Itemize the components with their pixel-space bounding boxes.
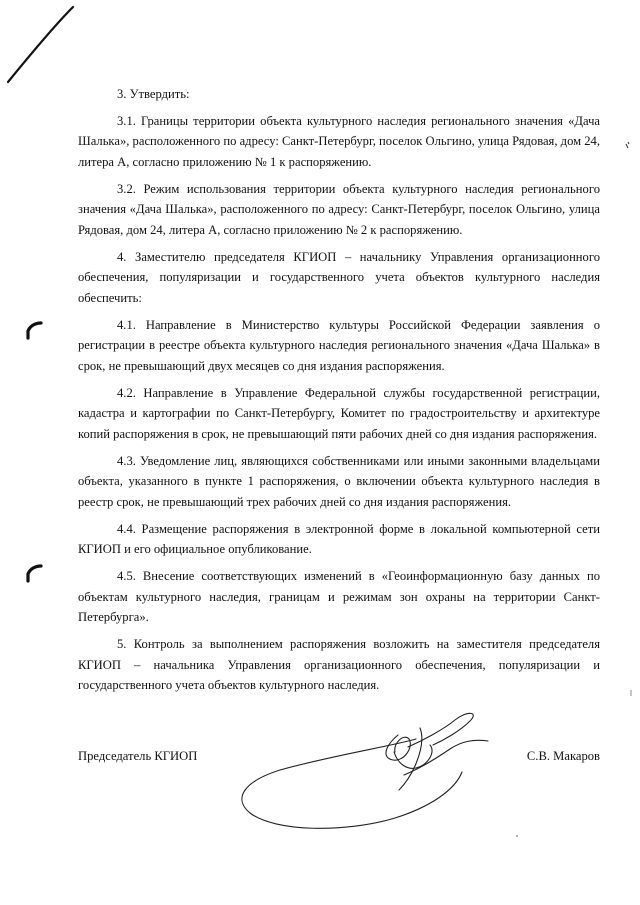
signatory-position: Председатель КГИОП (78, 749, 198, 763)
corner-slash-mark (8, 7, 73, 82)
paragraph-5: 5. Контроль за выполнением распоряжения возложить на заместителя председателя КГИОП – начальника Управления организационного обеспечения, популяризации и государственного учета объектов культурного наследия. (78, 636, 600, 693)
paragraph-4-3: 4.3. Уведомление лиц, являющихся собственниками или иными законными владельцами объекта, указанного в пункте 1 распоряжения, о включении объекта культурного наследия в реестр срок, не превышающий трех рабочих дней со дня издания распоряжения. (78, 453, 600, 509)
paragraph-4-5: 4.5. Внесение соответствующих изменений в «Геоинформационную базу данных по объектам культурного наследия, границам и режимам зон охраны на территории Санкт-Петербурга». (78, 568, 600, 625)
signatory-name: С.В. Макаров (526, 749, 600, 763)
paragraph-4: 4. Заместителю председателя КГИОП – начальнику Управления организационного обеспечения, популяризации и государственного учета объектов культурного наследия обеспечить: (78, 249, 600, 305)
punch-mark-bottom (28, 566, 41, 581)
paragraph-4-4: 4.4. Размещение распоряжения в электронной форме в локальной компьютерной сети КГИОП и его официальное опубликование. (78, 521, 600, 557)
document-body (78, 84, 600, 702)
paragraph-4-2: 4.2. Направление в Управление Федеральной службы государственной регистрации, кадастра и картографии по Санкт-Петербургу, Комитет по градостроительству и архитектуре копий распоряжения в срок, не превышающий пяти рабочих дней со дня издания распоряжения. (78, 385, 600, 441)
paragraph-3-1: 3.1. Границы территории объекта культурного наследия регионального значения «Дача Шалька», расположенного по адресу: Санкт-Петербург, поселок Ольгино, улица Рядовая, дом 24, литера А, согласно приложению № 1 к распоряжению. (78, 113, 600, 169)
edge-dot-mark (626, 142, 629, 148)
paragraph-4-1: 4.1. Направление в Министерство культуры Российской Федерации заявления о регистрации в реестре объекта культурного наследия регионального значения «Дача Шалька» в срок, не превышающий двух месяцев со дня издания распоряжения. (78, 317, 600, 373)
paragraph-3-2: 3.2. Режим использования территории объекта культурного наследия регионального значения «Дача Шалька», расположенного по адресу: Санкт-Петербург, поселок Ольгино, улица Рядовая, дом 24, литера А, согласно приложению № 2 к распоряжению. (78, 181, 600, 237)
stray-dot (516, 835, 518, 837)
punch-mark-top (28, 323, 41, 338)
paragraph-3: 3. Утвердить: (117, 87, 190, 101)
